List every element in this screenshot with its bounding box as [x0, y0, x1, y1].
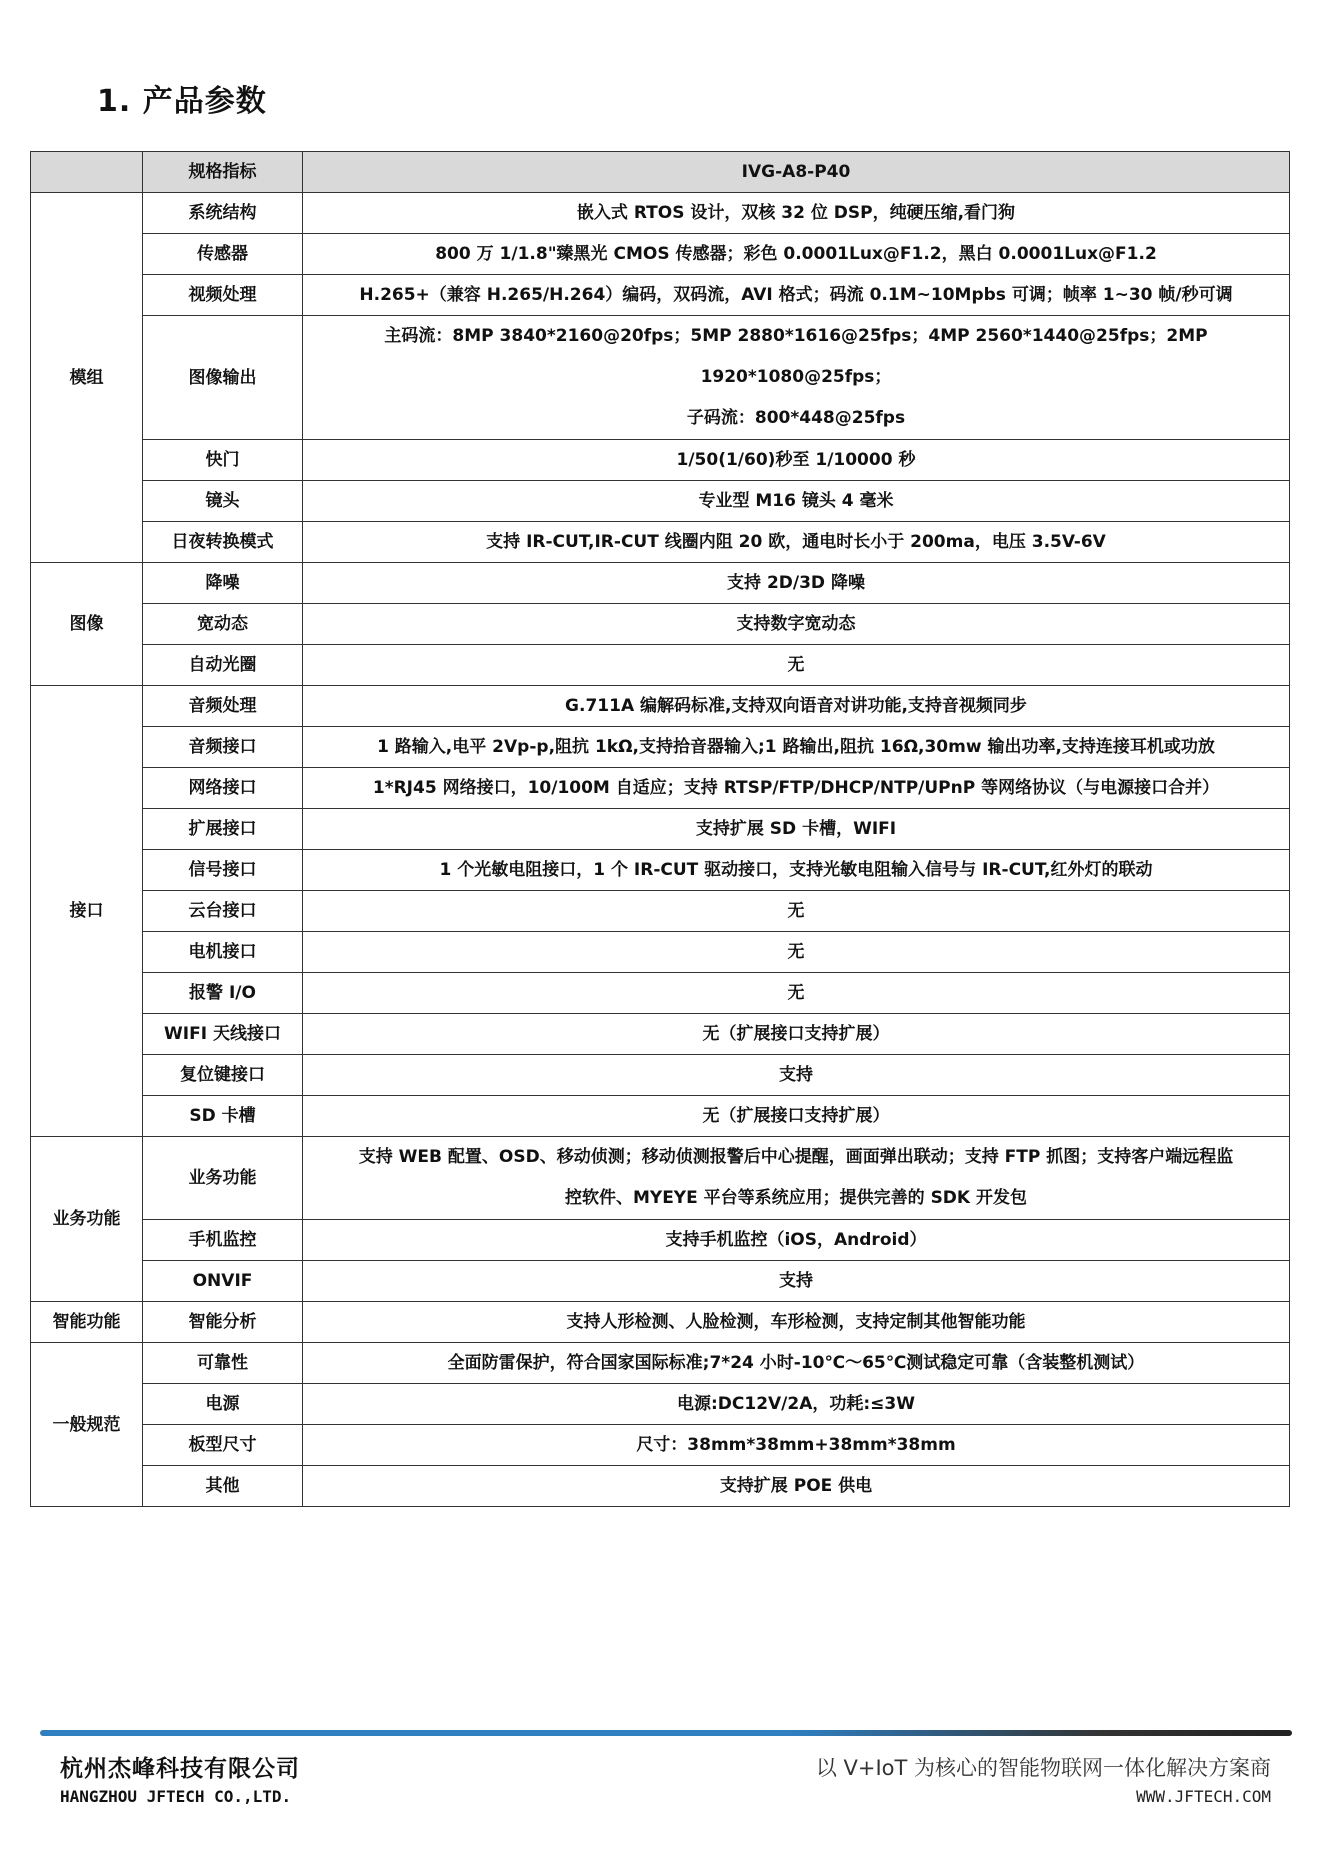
- table-row: [31, 1384, 1290, 1425]
- param-value-cell: 无（扩展接口支持扩展）: [303, 1096, 1290, 1137]
- table-row: [31, 1466, 1290, 1507]
- table-row: [31, 727, 1290, 768]
- param-name-cell: 扩展接口: [143, 809, 303, 850]
- company-name-en: HANGZHOU JFTECH CO.,LTD.: [60, 1787, 292, 1806]
- table-row: [31, 850, 1290, 891]
- table-row: [31, 440, 1290, 481]
- table-row: [31, 316, 1290, 440]
- param-name-cell: 电源: [143, 1384, 303, 1425]
- header-model-cell: IVG-A8-P40: [303, 152, 1290, 193]
- table-row: [31, 1261, 1290, 1302]
- param-value-cell: 嵌入式 RTOS 设计，双核 32 位 DSP，纯硬压缩,看门狗: [303, 193, 1290, 234]
- param-name-cell: 图像输出: [143, 316, 303, 440]
- param-name-cell: 电机接口: [143, 932, 303, 973]
- param-value-cell: 支持 2D/3D 降噪: [303, 563, 1290, 604]
- param-value-cell: 支持: [303, 1261, 1290, 1302]
- param-name-cell: 日夜转换模式: [143, 522, 303, 563]
- param-value-cell: 支持手机监控（iOS，Android）: [303, 1220, 1290, 1261]
- table-row: [31, 973, 1290, 1014]
- footer-divider: [40, 1730, 1292, 1736]
- table-row: [31, 1425, 1290, 1466]
- param-name-cell: SD 卡槽: [143, 1096, 303, 1137]
- param-name-cell: 传感器: [143, 234, 303, 275]
- param-name-cell: 视频处理: [143, 275, 303, 316]
- spec-table-body: [31, 152, 1290, 1507]
- param-name-cell: 信号接口: [143, 850, 303, 891]
- param-name-cell: 云台接口: [143, 891, 303, 932]
- param-value-cell: 支持数字宽动态: [303, 604, 1290, 645]
- param-value-cell: 800 万 1/1.8"臻黑光 CMOS 传感器；彩色 0.0001Lux@F1.2，黑白 0.0001Lux@F1.2: [303, 234, 1290, 275]
- param-name-cell: 可靠性: [143, 1343, 303, 1384]
- company-slogan: 以 V+IoT 为核心的智能物联网一体化解决方案商: [815, 1756, 1271, 1780]
- table-row: [31, 563, 1290, 604]
- param-name-cell: 网络接口: [143, 768, 303, 809]
- param-name-cell: 宽动态: [143, 604, 303, 645]
- table-row: [31, 768, 1290, 809]
- table-row: [31, 1055, 1290, 1096]
- param-value-cell: 1 个光敏电阻接口，1 个 IR-CUT 驱动接口，支持光敏电阻输入信号与 IR-CUT,红外灯的联动: [303, 850, 1290, 891]
- param-value-line-2: 子码流：800*448@25fps: [686, 408, 906, 428]
- param-value-cell: 支持: [303, 1055, 1290, 1096]
- param-value-cell: 1 路输入,电平 2Vp-p,阻抗 1kΩ,支持拾音器输入;1 路输出,阻抗 16Ω,30mw 输出功率,支持连接耳机或功放: [303, 727, 1290, 768]
- table-row: [31, 1137, 1290, 1220]
- table-row: [31, 1302, 1290, 1343]
- table-header-row: [31, 152, 1290, 193]
- param-value-cell: 无: [303, 973, 1290, 1014]
- param-value-cell: 无: [303, 645, 1290, 686]
- param-value-cell: 支持扩展 SD 卡槽，WIFI: [303, 809, 1290, 850]
- param-value-cell: H.265+（兼容 H.265/H.264）编码，双码流，AVI 格式；码流 0.1M~10Mpbs 可调；帧率 1~30 帧/秒可调: [303, 275, 1290, 316]
- param-value-line-1: 支持 WEB 配置、OSD、移动侦测；移动侦测报警后中心提醒，画面弹出联动；支持 FTP 抓图；支持客户端远程监: [358, 1147, 1234, 1167]
- page-title: 1. 产品参数: [97, 84, 267, 119]
- param-value-line-1: 主码流：8MP 3840*2160@20fps；5MP 2880*1616@25fps；4MP 2560*1440@25fps；2MP 1920*1080@25fps；: [384, 326, 1208, 387]
- param-value-cell: 1*RJ45 网络接口，10/100M 自适应；支持 RTSP/FTP/DHCP/NTP/UPnP 等网络协议（与电源接口合并）: [303, 768, 1290, 809]
- table-row: [31, 275, 1290, 316]
- table-row: [31, 1096, 1290, 1137]
- table-row: [31, 193, 1290, 234]
- table-row: [31, 234, 1290, 275]
- param-name-cell: 音频处理: [143, 686, 303, 727]
- param-name-cell: 快门: [143, 440, 303, 481]
- header-param-cell: 规格指标: [143, 152, 303, 193]
- param-name-cell: 其他: [143, 1466, 303, 1507]
- company-name-cn: 杭州杰峰科技有限公司: [60, 1756, 300, 1782]
- table-row: [31, 1014, 1290, 1055]
- table-row: [31, 1343, 1290, 1384]
- param-name-cell: 音频接口: [143, 727, 303, 768]
- group-label-cell: 业务功能: [31, 1137, 143, 1302]
- param-value-cell: G.711A 编解码标准,支持双向语音对讲功能,支持音视频同步: [303, 686, 1290, 727]
- table-row: [31, 891, 1290, 932]
- table-row: [31, 481, 1290, 522]
- header-group-cell: [31, 152, 143, 193]
- param-name-cell: WIFI 天线接口: [143, 1014, 303, 1055]
- table-row: [31, 645, 1290, 686]
- param-name-cell: 板型尺寸: [143, 1425, 303, 1466]
- param-value-cell: 专业型 M16 镜头 4 毫米: [303, 481, 1290, 522]
- param-value-cell: 无: [303, 891, 1290, 932]
- param-value-cell: 电源:DC12V/2A，功耗:≤3W: [303, 1384, 1290, 1425]
- param-name-cell: 报警 I/O: [143, 973, 303, 1014]
- param-value-cell: [303, 1137, 1290, 1220]
- param-value-cell: 支持扩展 POE 供电: [303, 1466, 1290, 1507]
- param-name-cell: 镜头: [143, 481, 303, 522]
- param-value-cell: 全面防雷保护，符合国家国际标准;7*24 小时-10℃～65℃测试稳定可靠（含装整机测试）: [303, 1343, 1290, 1384]
- table-row: [31, 604, 1290, 645]
- param-value-cell: [303, 316, 1290, 440]
- group-label-cell: 接口: [31, 686, 143, 1137]
- table-row: [31, 809, 1290, 850]
- table-row: [31, 522, 1290, 563]
- table-row: [31, 686, 1290, 727]
- param-value-line-2: 控软件、MYEYE 平台等系统应用；提供完善的 SDK 开发包: [564, 1188, 1028, 1208]
- param-name-cell: 降噪: [143, 563, 303, 604]
- param-name-cell: 自动光圈: [143, 645, 303, 686]
- group-label-cell: 一般规范: [31, 1343, 143, 1507]
- param-value-cell: 1/50(1/60)秒至 1/10000 秒: [303, 440, 1290, 481]
- group-label-cell: 模组: [31, 193, 143, 563]
- param-value-cell: 无（扩展接口支持扩展）: [303, 1014, 1290, 1055]
- param-name-cell: 智能分析: [143, 1302, 303, 1343]
- param-name-cell: 手机监控: [143, 1220, 303, 1261]
- group-label-cell: 智能功能: [31, 1302, 143, 1343]
- company-website: WWW.JFTECH.COM: [1136, 1787, 1271, 1806]
- param-value-cell: 支持人形检测、人脸检测，车形检测，支持定制其他智能功能: [303, 1302, 1290, 1343]
- param-name-cell: 业务功能: [143, 1137, 303, 1220]
- param-value-cell: 尺寸：38mm*38mm+38mm*38mm: [303, 1425, 1290, 1466]
- param-name-cell: 系统结构: [143, 193, 303, 234]
- param-name-cell: ONVIF: [143, 1261, 303, 1302]
- param-value-cell: 支持 IR-CUT,IR-CUT 线圈内阻 20 欧，通电时长小于 200ma，电压 3.5V-6V: [303, 522, 1290, 563]
- param-value-cell: 无: [303, 932, 1290, 973]
- table-row: [31, 932, 1290, 973]
- param-name-cell: 复位键接口: [143, 1055, 303, 1096]
- group-label-cell: 图像: [31, 563, 143, 686]
- table-row: [31, 1220, 1290, 1261]
- spec-table: [30, 151, 1290, 1507]
